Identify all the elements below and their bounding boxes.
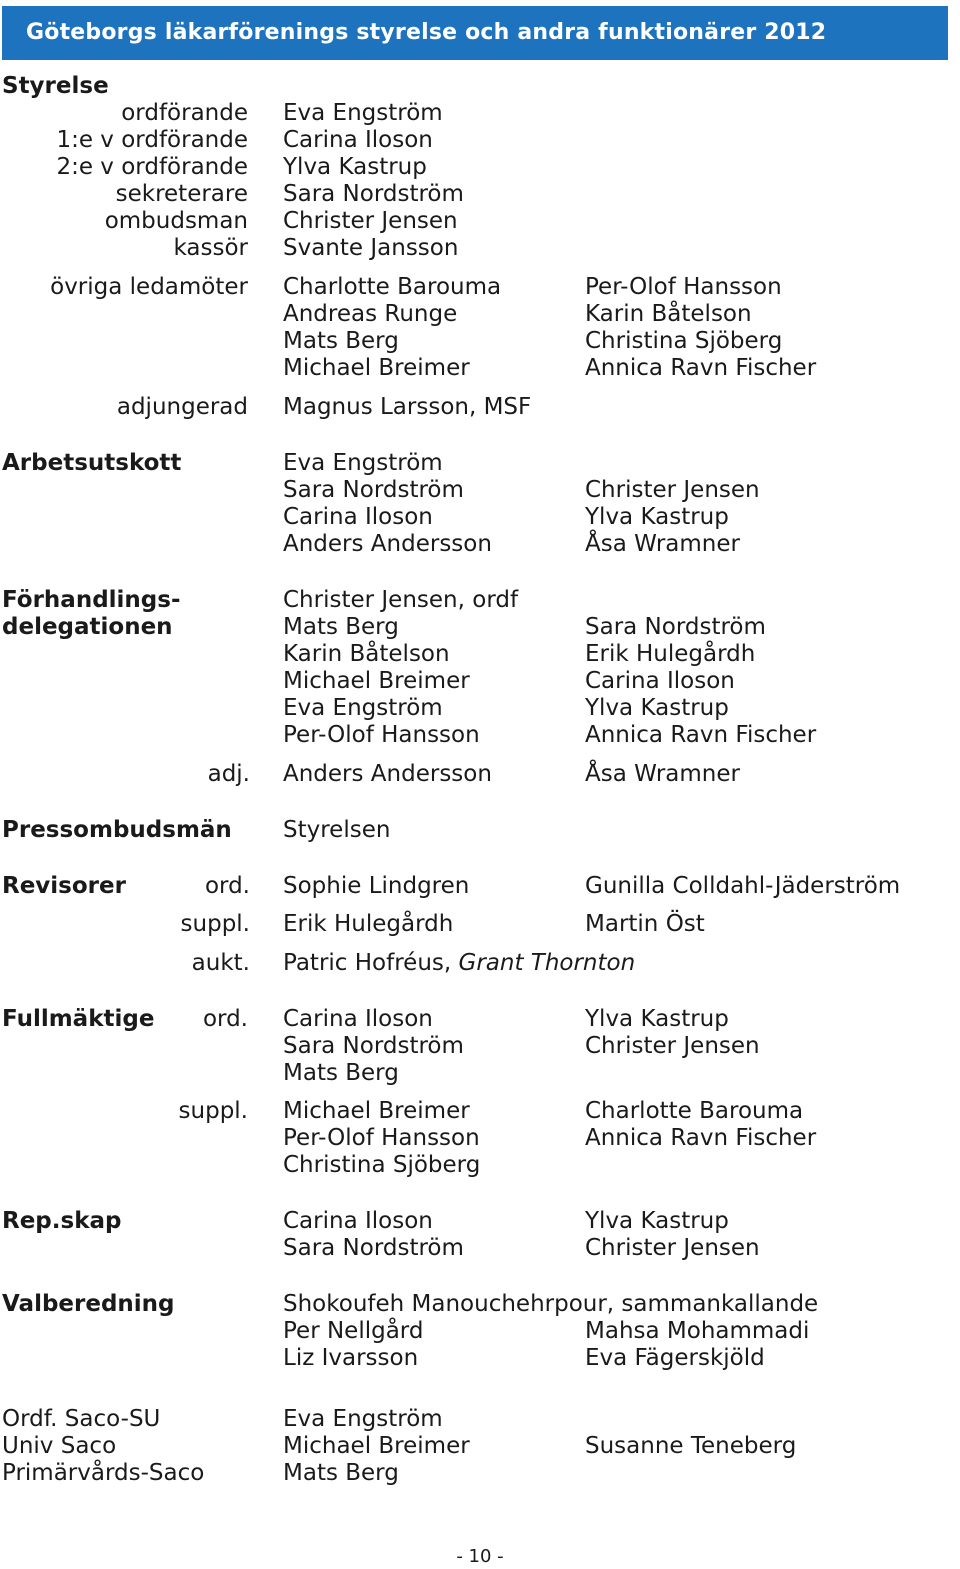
member-name: Michael Breimer [283,355,470,381]
role-name: Sara Nordström [283,181,464,207]
section-heading-arbetsutskott: Arbetsutskott [2,450,182,476]
saco-label: Univ Saco [2,1433,117,1459]
member-name: Christina Sjöberg [283,1152,481,1178]
member-name: Karin Båtelson [585,301,752,327]
member-name: Karin Båtelson [283,641,450,667]
member-name: Erik Hulegårdh [283,911,454,937]
section-heading-forhandling-line2: delegationen [2,614,173,640]
section-heading-fullmaktige: Fullmäktige [2,1006,155,1032]
member-name: Erik Hulegårdh [585,641,756,667]
member-name: Styrelsen [283,817,391,843]
member-name: Michael Breimer [283,1098,470,1124]
role-label: 1:e v ordförande [56,127,248,153]
member-name: Gunilla Colldahl-Jäderström [585,873,901,899]
adjungerad-name: Magnus Larsson, MSF [283,394,532,420]
member-name: Anders Andersson [283,761,492,787]
member-name: Per Nellgård [283,1318,424,1344]
member-name: Per-Olof Hansson [585,274,782,300]
section-heading-styrelse: Styrelse [2,73,109,99]
member-name: Carina Iloson [283,1208,433,1234]
member-name: Sara Nordström [585,614,766,640]
section-heading-repskap: Rep.skap [2,1208,122,1234]
page-number: - 10 - [456,1546,504,1567]
member-name: Christer Jensen [585,477,760,503]
member-name: Mats Berg [283,1460,399,1486]
adj-label: adj. [207,761,250,787]
member-name: Åsa Wramner [585,761,740,787]
member-name: Ylva Kastrup [585,695,729,721]
role-name: Christer Jensen [283,208,458,234]
member-name: Mahsa Mohammadi [585,1318,810,1344]
suppl-label: suppl. [178,1098,248,1124]
member-name: Eva Engström [283,450,443,476]
role-name: Carina Iloson [283,127,433,153]
role-label: 2:e v ordförande [56,154,248,180]
member-name: Martin Öst [585,911,705,937]
member-name: Shokoufeh Manouchehrpour, sammankallande [283,1291,819,1317]
role-name: Svante Jansson [283,235,459,261]
member-name: Per-Olof Hansson [283,1125,480,1151]
member-name: Åsa Wramner [585,531,740,557]
role-label: ombudsman [104,208,248,234]
member-name: Ylva Kastrup [585,1006,729,1032]
member-name: Eva Engström [283,695,443,721]
member-name: Susanne Teneberg [585,1433,797,1459]
section-heading-revisorer: Revisorer [2,873,126,899]
member-name: Sara Nordström [283,1033,464,1059]
role-name: Ylva Kastrup [283,154,427,180]
aukt-line [283,950,635,977]
member-name: Carina Iloson [283,504,433,530]
saco-label: Primärvårds-Saco [2,1460,205,1486]
section-heading-press: Pressombudsmän [2,817,232,843]
member-name: Charlotte Barouma [585,1098,804,1124]
member-name: Ylva Kastrup [585,504,729,530]
member-name: Michael Breimer [283,1433,470,1459]
ord-label: ord. [204,873,250,899]
member-name: Christina Sjöberg [585,328,783,354]
adjungerad-label: adjungerad [116,394,248,420]
role-name: Eva Engström [283,100,443,126]
member-name: Mats Berg [283,1060,399,1086]
member-name: Annica Ravn Fischer [585,355,817,381]
section-heading-forhandling: Förhandlings- [2,587,181,613]
member-name: Christer Jensen [585,1235,760,1261]
member-name: Per-Olof Hansson [283,722,480,748]
member-name: Eva Engström [283,1406,443,1432]
member-name: Mats Berg [283,328,399,354]
member-name: Sara Nordström [283,1235,464,1261]
member-name: Annica Ravn Fischer [585,1125,817,1151]
member-name: Eva Fägerskjöld [585,1345,765,1371]
member-name: Christer Jensen [585,1033,760,1059]
member-name: Christer Jensen, ordf [283,587,519,613]
member-name: Charlotte Barouma [283,274,502,300]
suppl-label: suppl. [180,911,250,937]
member-name: Carina Iloson [585,668,735,694]
member-name: Sara Nordström [283,477,464,503]
member-name: Ylva Kastrup [585,1208,729,1234]
member-name: Michael Breimer [283,668,470,694]
aukt-firm: Grant Thornton [458,950,636,976]
member-name: Anders Andersson [283,531,492,557]
role-label: kassör [173,235,248,261]
member-name: Sophie Lindgren [283,873,470,899]
ovriga-label: övriga ledamöter [50,274,248,300]
aukt-name: Patric Hofréus, [283,950,452,976]
aukt-label: aukt. [191,950,250,976]
member-name: Liz Ivarsson [283,1345,419,1371]
role-label: sekreterare [115,181,248,207]
member-name: Andreas Runge [283,301,458,327]
member-name: Carina Iloson [283,1006,433,1032]
section-heading-valberedning: Valberedning [2,1291,175,1317]
member-name: Annica Ravn Fischer [585,722,817,748]
member-name: Mats Berg [283,614,399,640]
saco-label: Ordf. Saco-SU [2,1406,161,1432]
ord-label: ord. [202,1006,248,1032]
page-header: Göteborgs läkarförenings styrelse och andra funktionärer 2012 [2,6,948,60]
role-label: ordförande [121,100,248,126]
